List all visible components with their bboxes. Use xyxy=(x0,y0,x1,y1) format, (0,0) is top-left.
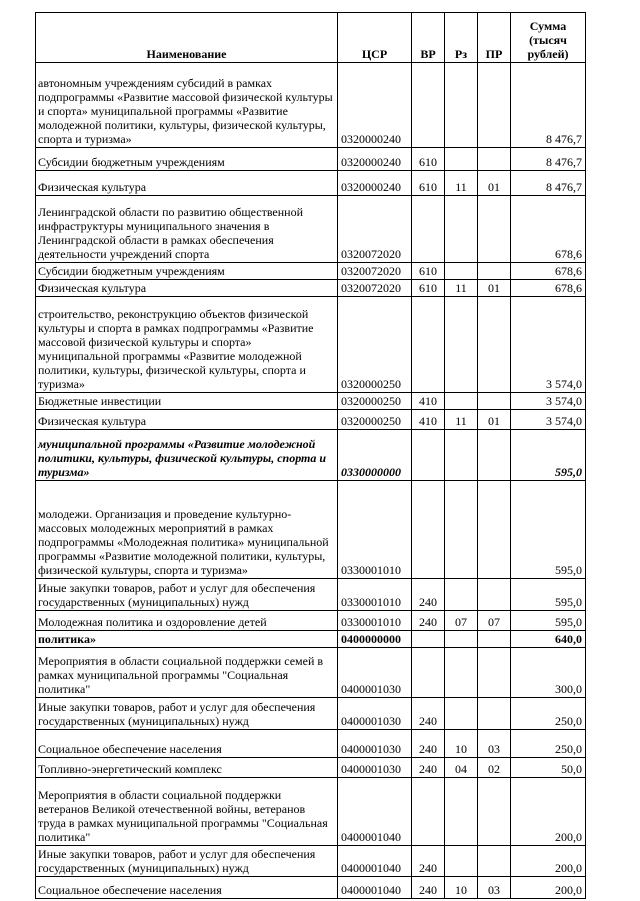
cell-csr: 0320000250 xyxy=(338,297,412,393)
cell-pr xyxy=(478,263,511,280)
cell-sum: 595,0 xyxy=(511,430,586,481)
cell-csr: 0400001040 xyxy=(338,846,412,877)
header-sum-line3: рублей) xyxy=(527,47,569,61)
table-row xyxy=(36,631,586,648)
cell-vr: 240 xyxy=(412,698,445,730)
cell-pr xyxy=(478,698,511,730)
table-row xyxy=(36,778,586,846)
cell-name: Мероприятия в области социальной поддержки ветеранов Великой отечественной войны, ветеранов труда в рамках муниципальной программы "Социальная политика" xyxy=(36,778,338,846)
table-row xyxy=(36,297,586,393)
cell-sum: 50,0 xyxy=(511,758,586,778)
cell-rz xyxy=(445,698,478,730)
cell-sum: 3 574,0 xyxy=(511,297,586,393)
cell-vr: 240 xyxy=(412,730,445,758)
table-header-row xyxy=(36,13,586,63)
cell-name: Топливно-энергетический комплекс xyxy=(36,758,338,778)
cell-name: строительство, реконструкцию объектов физической культуры и спорта в рамках подпрограммы «Развитие массовой физической культуры и спорта» муниципальной программы «Развитие молодежной политики, культуры, физической культуры, спорта и туризма» xyxy=(36,297,338,393)
cell-sum: 250,0 xyxy=(511,730,586,758)
cell-csr: 0330001010 xyxy=(338,611,412,631)
table-row xyxy=(36,263,586,280)
cell-csr: 0320000250 xyxy=(338,410,412,430)
cell-csr: 0320000240 xyxy=(338,63,412,148)
cell-vr: 410 xyxy=(412,393,445,410)
cell-rz xyxy=(445,481,478,579)
header-sum-line2: (тысяч xyxy=(529,33,567,47)
cell-csr: 0400001030 xyxy=(338,758,412,778)
cell-name: муниципальной программы «Развитие молодежной политики, культуры, физической культуры, спорта и туризма» xyxy=(36,430,338,481)
cell-name: Иные закупки товаров, работ и услуг для обеспечения государственных (муниципальных) нужд xyxy=(36,698,338,730)
table-row xyxy=(36,611,586,631)
cell-pr xyxy=(478,846,511,877)
cell-name: Субсидии бюджетным учреждениям xyxy=(36,148,338,171)
budget-table xyxy=(35,12,586,899)
cell-csr: 0320000240 xyxy=(338,148,412,171)
cell-csr: 0320072020 xyxy=(338,196,412,263)
header-name: Наименование xyxy=(36,13,338,63)
cell-name: политика» xyxy=(36,631,338,648)
cell-name: Физическая культура xyxy=(36,171,338,196)
cell-sum: 3 574,0 xyxy=(511,393,586,410)
table-row xyxy=(36,196,586,263)
cell-name: Социальное обеспечение населения xyxy=(36,877,338,899)
cell-rz: 11 xyxy=(445,410,478,430)
cell-pr xyxy=(478,63,511,148)
cell-vr xyxy=(412,481,445,579)
cell-vr xyxy=(412,297,445,393)
cell-vr: 610 xyxy=(412,148,445,171)
cell-name: Мероприятия в области социальной поддержки семей в рамках муниципальной программы "Социальная политика" xyxy=(36,648,338,698)
cell-csr: 0320072020 xyxy=(338,263,412,280)
table-row xyxy=(36,280,586,297)
cell-sum: 678,6 xyxy=(511,280,586,297)
cell-vr: 240 xyxy=(412,611,445,631)
cell-sum: 595,0 xyxy=(511,579,586,611)
cell-rz: 04 xyxy=(445,758,478,778)
cell-vr xyxy=(412,631,445,648)
cell-pr xyxy=(478,778,511,846)
cell-name: Социальное обеспечение населения xyxy=(36,730,338,758)
table-row xyxy=(36,730,586,758)
cell-rz: 11 xyxy=(445,280,478,297)
cell-name: Иные закупки товаров, работ и услуг для обеспечения государственных (муниципальных) нужд xyxy=(36,846,338,877)
cell-csr: 0320000240 xyxy=(338,171,412,196)
cell-rz xyxy=(445,297,478,393)
cell-sum: 595,0 xyxy=(511,481,586,579)
cell-rz xyxy=(445,778,478,846)
cell-vr: 240 xyxy=(412,877,445,899)
header-rz: Рз xyxy=(445,13,478,63)
cell-pr xyxy=(478,579,511,611)
cell-sum: 8 476,7 xyxy=(511,63,586,148)
header-vr: ВР xyxy=(412,13,445,63)
cell-sum: 200,0 xyxy=(511,846,586,877)
table-row xyxy=(36,430,586,481)
cell-name: молодежи. Организация и проведение культурно-массовых молодежных мероприятий в рамках подпрограммы «Молодежная политика» муниципальной программы «Развитие молодежной политики, культуры, физической культуры, спорта и туризма» xyxy=(36,481,338,579)
cell-vr: 610 xyxy=(412,263,445,280)
table-row xyxy=(36,846,586,877)
cell-sum: 678,6 xyxy=(511,263,586,280)
cell-rz xyxy=(445,648,478,698)
cell-sum: 640,0 xyxy=(511,631,586,648)
cell-sum: 3 574,0 xyxy=(511,410,586,430)
cell-sum: 8 476,7 xyxy=(511,148,586,171)
cell-pr xyxy=(478,648,511,698)
cell-sum: 250,0 xyxy=(511,698,586,730)
cell-vr: 240 xyxy=(412,846,445,877)
cell-name: Молодежная политика и оздоровление детей xyxy=(36,611,338,631)
table-row xyxy=(36,877,586,899)
cell-csr: 0400001040 xyxy=(338,778,412,846)
header-sum-line1: Сумма xyxy=(529,19,567,33)
cell-sum: 300,0 xyxy=(511,648,586,698)
cell-pr xyxy=(478,631,511,648)
cell-csr: 0400001040 xyxy=(338,877,412,899)
cell-csr: 0400001030 xyxy=(338,730,412,758)
cell-csr: 0400001030 xyxy=(338,698,412,730)
cell-name: автономным учреждениям субсидий в рамках подпрограммы «Развитие массовой физической культуры и спорта» муниципальной программы «Развитие молодежной политики, культуры, физической культуры, спорта и туризма» xyxy=(36,63,338,148)
cell-vr xyxy=(412,196,445,263)
table-row xyxy=(36,579,586,611)
cell-rz xyxy=(445,63,478,148)
cell-name: Бюджетные инвестиции xyxy=(36,393,338,410)
cell-name: Физическая культура xyxy=(36,410,338,430)
cell-vr: 610 xyxy=(412,280,445,297)
cell-rz xyxy=(445,148,478,171)
cell-pr: 01 xyxy=(478,171,511,196)
cell-rz xyxy=(445,579,478,611)
cell-pr xyxy=(478,430,511,481)
cell-vr: 240 xyxy=(412,579,445,611)
cell-sum: 200,0 xyxy=(511,778,586,846)
cell-rz: 10 xyxy=(445,730,478,758)
cell-name: Ленинградской области по развитию общественной инфраструктуры муниципального значения в Ленинградской области в рамках обеспечения деятельности учреждений спорта xyxy=(36,196,338,263)
cell-pr: 03 xyxy=(478,730,511,758)
cell-rz xyxy=(445,846,478,877)
table-row xyxy=(36,481,586,579)
cell-sum: 200,0 xyxy=(511,877,586,899)
budget-document xyxy=(35,12,585,899)
cell-pr: 01 xyxy=(478,280,511,297)
cell-vr: 610 xyxy=(412,171,445,196)
table-body xyxy=(36,63,586,899)
cell-vr xyxy=(412,63,445,148)
cell-rz xyxy=(445,631,478,648)
cell-vr xyxy=(412,430,445,481)
cell-vr xyxy=(412,648,445,698)
cell-vr: 240 xyxy=(412,758,445,778)
cell-name: Иные закупки товаров, работ и услуг для обеспечения государственных (муниципальных) нужд xyxy=(36,579,338,611)
cell-sum: 678,6 xyxy=(511,196,586,263)
table-row xyxy=(36,148,586,171)
cell-pr: 02 xyxy=(478,758,511,778)
cell-pr: 03 xyxy=(478,877,511,899)
cell-vr: 410 xyxy=(412,410,445,430)
header-sum xyxy=(511,13,586,63)
cell-sum: 8 476,7 xyxy=(511,171,586,196)
cell-csr: 0320000250 xyxy=(338,393,412,410)
cell-rz: 11 xyxy=(445,171,478,196)
table-row xyxy=(36,393,586,410)
cell-rz xyxy=(445,263,478,280)
table-row xyxy=(36,698,586,730)
cell-rz: 10 xyxy=(445,877,478,899)
cell-name: Субсидии бюджетным учреждениям xyxy=(36,263,338,280)
cell-rz: 07 xyxy=(445,611,478,631)
header-csr: ЦСР xyxy=(338,13,412,63)
cell-csr: 0330001010 xyxy=(338,579,412,611)
table-row xyxy=(36,410,586,430)
table-row xyxy=(36,171,586,196)
cell-pr: 01 xyxy=(478,410,511,430)
header-pr: ПР xyxy=(478,13,511,63)
cell-name: Физическая культура xyxy=(36,280,338,297)
table-row xyxy=(36,648,586,698)
cell-pr xyxy=(478,196,511,263)
cell-pr xyxy=(478,393,511,410)
cell-pr xyxy=(478,297,511,393)
table-row xyxy=(36,63,586,148)
cell-csr: 0330001010 xyxy=(338,481,412,579)
table-row xyxy=(36,758,586,778)
cell-rz xyxy=(445,196,478,263)
cell-pr xyxy=(478,148,511,171)
cell-pr xyxy=(478,481,511,579)
cell-csr: 0330000000 xyxy=(338,430,412,481)
cell-csr: 0400001030 xyxy=(338,648,412,698)
cell-csr: 0320072020 xyxy=(338,280,412,297)
cell-pr: 07 xyxy=(478,611,511,631)
cell-rz xyxy=(445,393,478,410)
cell-csr: 0400000000 xyxy=(338,631,412,648)
cell-vr xyxy=(412,778,445,846)
cell-sum: 595,0 xyxy=(511,611,586,631)
cell-rz xyxy=(445,430,478,481)
